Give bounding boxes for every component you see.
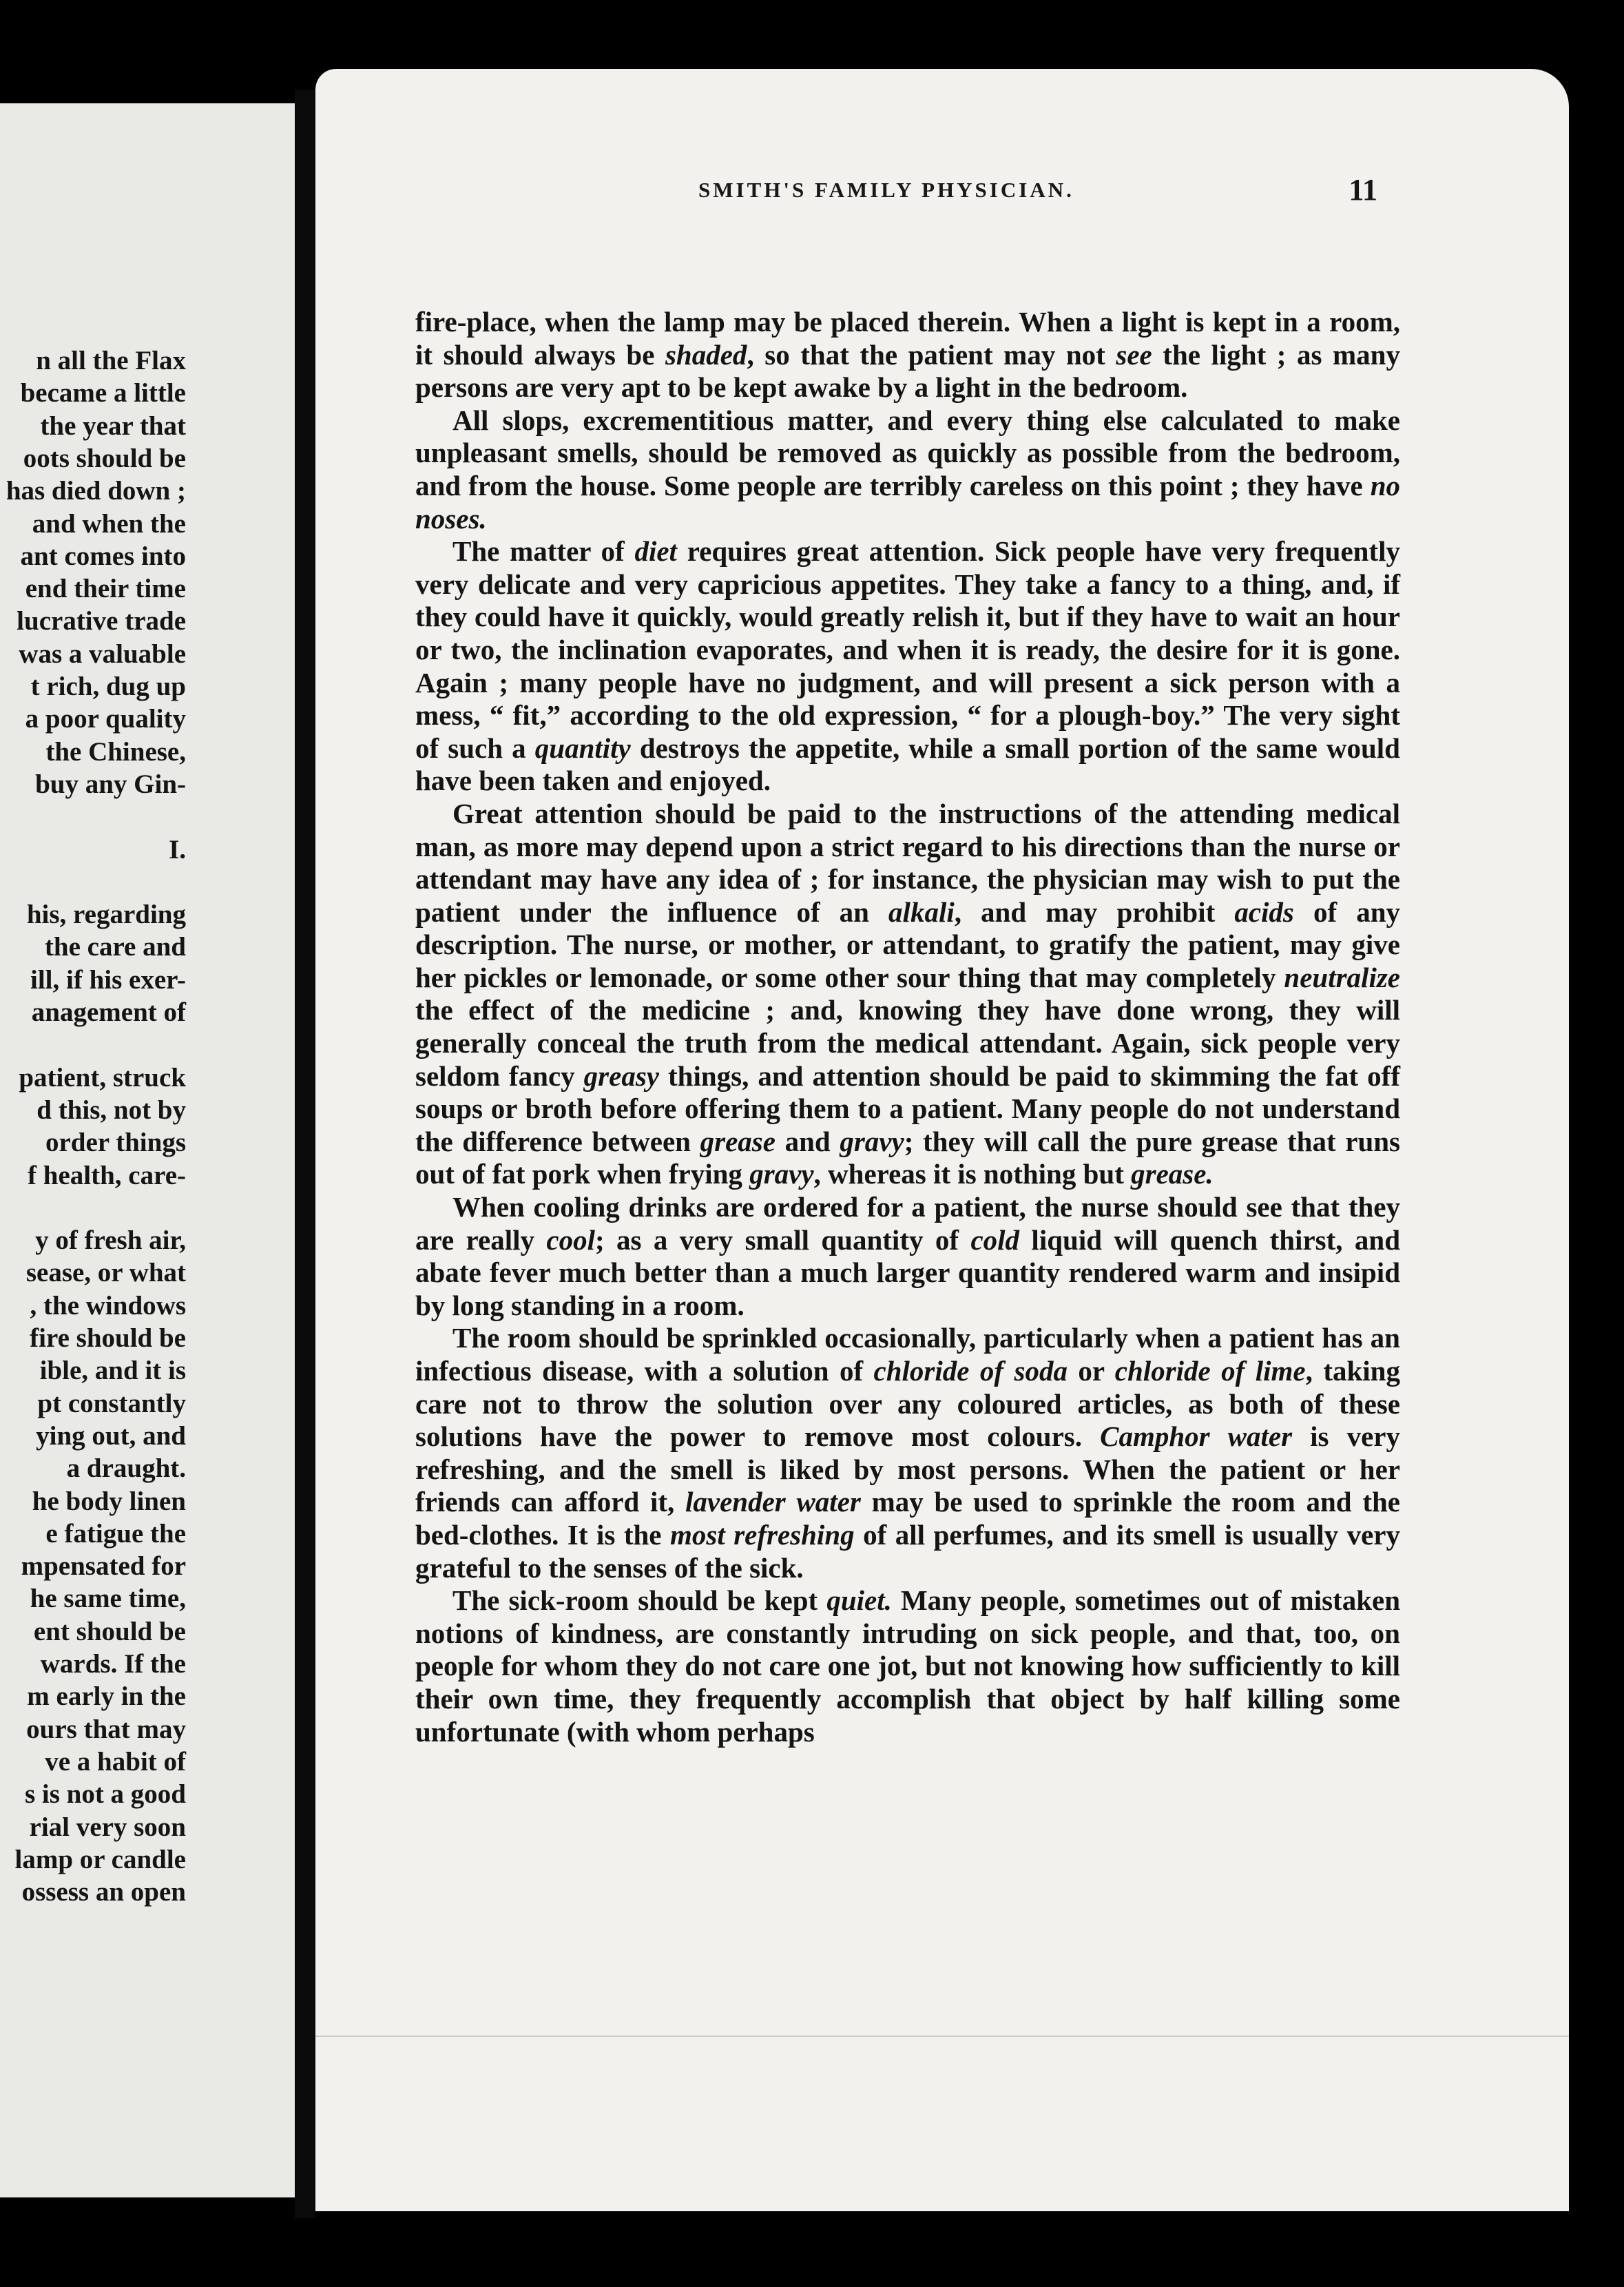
italic-text: quantity [534,732,631,764]
paragraph [415,306,1400,404]
italic-text: diet [634,535,677,568]
text-run: and [775,1125,840,1157]
text-run: The matter of [452,535,635,568]
left-page-line: and when the [32,508,186,539]
text-run: is very refreshing, and the smell is liked by most persons. When the patient or her friends can afford it, [415,1420,1400,1518]
left-page-line: y of fresh air, [35,1225,186,1256]
body-text [415,306,1400,1748]
italic-text: quiet. [826,1584,892,1617]
text-run: or [1067,1355,1115,1387]
text-run: , and may prohibit [954,896,1235,928]
book-spine [295,90,315,2218]
left-page-line: anagement of [31,997,186,1027]
left-page-line: ve a habit of [45,1746,186,1777]
italic-text: no noses. [415,469,1400,535]
italic-text: most refreshing [669,1518,855,1551]
text-run: fire-place, when the lamp may be placed therein. When a light is kept in a room, it should always be [415,306,1400,371]
text-run: destroys the appetite, while a small portion of the same would have been taken and enjoyed. [415,732,1400,797]
italic-text: neutralize [1284,961,1400,993]
text-run: the light ; as many persons are very apt to be kept awake by a light in the bedroom. [415,338,1400,404]
italic-text: gravy [749,1158,814,1190]
left-page-line: n all the Flax [36,346,186,375]
left-page-line: has died down ; [6,476,186,506]
italic-text: cold [970,1223,1020,1256]
text-run: requires great attention. Sick people have very frequently very delicate and very capricious appetites. They take a fancy to a thing, and, if they could have it quickly, would greatly relish it, but if they have to wait an hour or two, the inclination evaporates, and when it is ready, the desire for it is gone. Again ; many people have no judgment, and will present a sick person with a mess, “ fit,” according to the old expression, “ for a plough-boy.” The very sight of such a [415,535,1400,764]
page-edge-line [315,2036,1569,2037]
left-page-line: s is not a good [24,1779,186,1810]
left-page-line: ying out, and [36,1420,186,1451]
left-page-line: fire should be [30,1323,186,1353]
left-page-line: e fatigue the [45,1518,186,1549]
text-run: Great attention should be paid to the instructions of the attending medical man, as more may depend upon a strict regard to his directions than the nurse or attendant may have any idea of ; for instance, the physician may wish to put the patient under the influence of an [415,797,1400,928]
paragraph [415,798,1400,1191]
text-run: Many people, sometimes out of mistaken notions of kindness, are constantly intruding on sick people, and that, too, on people for whom they do not care one jot, but not knowing how sufficiently to kill their own time, they frequently accomplish that object by half killing some unfortunate (with whom perhaps [415,1584,1400,1748]
left-page-line: ill, if his exer- [30,964,186,995]
left-page-line: m early in the [27,1681,186,1712]
text-run: The sick-room should be kept [452,1584,827,1617]
left-page-line: f health, care- [28,1160,186,1190]
left-page-line: end their time [25,574,186,604]
paragraph [415,1322,1400,1584]
italic-text: gravy [840,1125,904,1157]
text-run: may be used to sprinkle the room and the bed-clothes. It is the [415,1486,1400,1551]
left-page-line: rial very soon [29,1812,186,1842]
left-page-line: the year that [40,411,186,441]
paragraph [415,1191,1400,1322]
left-page-line: oots should be [23,443,186,473]
left-page-line: ossess an open [21,1877,186,1907]
left-page-line: ours that may [26,1714,186,1744]
text-run: When cooling drinks are ordered for a patient, the nurse should see that they are really [415,1191,1400,1256]
left-page-line: he same time, [30,1584,186,1614]
italic-text: acids [1234,896,1294,928]
left-page-line: I. [169,834,186,865]
text-run: of any description. The nurse, or mother, or attendant, to gratify the patient, may give her pickles or lemonade, or some other sour thing that may completely [415,896,1400,993]
text-run: , taking care not to throw the solution over any coloured articles, as both of these solutions have the power to remove most colours. [415,1355,1400,1453]
left-page-line: he body linen [32,1486,186,1516]
left-page-line: buy any Gin- [35,769,186,799]
italic-text: alkali [888,896,955,928]
text-run: , whereas it is nothing but [813,1158,1132,1190]
left-page-line: pt constantly [37,1388,186,1418]
left-page-line: t rich, dug up [30,672,186,701]
text-run: things, and attention should be paid to skimming the fat off soups or broth before offering them to a patient. Many people do not understand the difference between [415,1059,1400,1157]
left-page-line: wards. If the [40,1649,186,1679]
left-page-line: d this, not by [37,1095,186,1125]
running-title: SMITH'S FAMILY PHYSICIAN. [698,178,1074,202]
left-page-line: ent should be [33,1616,186,1646]
italic-text: see [1116,338,1152,371]
paragraph [415,404,1400,535]
left-page-line: lucrative trade [17,606,186,637]
left-page-line: the care and [44,932,186,962]
italic-text: chloride of soda [873,1355,1068,1387]
italic-text: greasy [583,1059,659,1092]
left-page-line: his, regarding [26,900,186,930]
left-page-line: sease, or what [25,1258,186,1288]
left-page-line: ant comes into [20,541,186,571]
left-page-fragment [0,103,295,2197]
italic-text: chloride of lime [1114,1355,1306,1387]
paragraph [415,535,1400,798]
left-page-line: became a little [20,378,186,408]
left-page-line: the Chinese, [45,736,186,767]
text-run: The room should be sprinkled occasionally, particularly when a patient has an infectious disease, with a solution of [415,1322,1400,1387]
italic-text: grease [700,1125,775,1157]
paragraph [415,1584,1400,1748]
left-page-line: patient, struck [19,1062,186,1093]
left-page-line: a poor quality [25,704,186,734]
left-page-line: order things [45,1128,186,1158]
left-page-line: lamp or candle [14,1844,186,1874]
italic-text: grease. [1131,1158,1214,1190]
left-page-line: was a valuable [19,639,186,669]
page-header [384,174,1397,215]
italic-text: cool [546,1223,595,1256]
page-number: 11 [1349,173,1377,207]
left-page-line: , the windows [30,1290,186,1321]
left-page-line: mpensated for [21,1551,186,1582]
left-page-line: ible, and it is [39,1356,186,1386]
left-page-line: a draught. [66,1453,186,1484]
text-run: ; they will call the pure grease that runs out of fat pork when frying [415,1125,1401,1190]
text-run: ; as a very small quantity of [594,1223,971,1256]
text-run: , so that the patient may not [747,338,1116,371]
italic-text: lavender water [685,1486,861,1518]
italic-text: shaded [665,338,747,371]
text-run: of all perfumes, and its smell is usually very grateful to the senses of the sick. [415,1518,1400,1584]
italic-text: Camphor water [1100,1420,1293,1453]
text-run: liquid will quench thirst, and abate fever much better than a much larger quantity rendered warm and insipid by long standing in a room. [415,1223,1400,1321]
text-run: the effect of the medicine ; and, knowing they have done wrong, they will generally conceal the truth from the medical attendant. Again, sick people very seldom fancy [415,994,1400,1092]
text-run: All slops, excrementitious matter, and every thing else calculated to make unpleasant smells, should be removed as quickly as possible from the bedroom, and from the house. Some people are terribly careless on this point ; they have [415,404,1400,501]
